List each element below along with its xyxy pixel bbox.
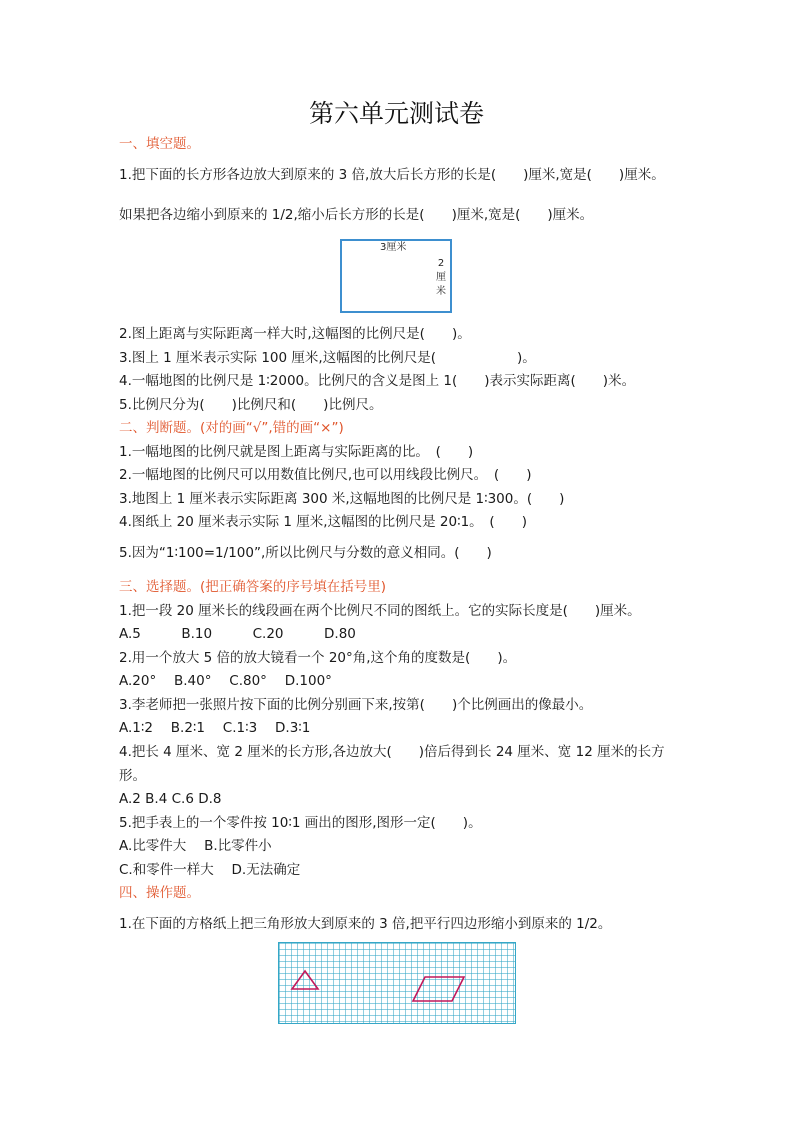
fill-question-2: 2.图上距离与实际距离一样大时,这幅图的比例尺是( )。 bbox=[119, 326, 471, 342]
grid-shapes bbox=[279, 943, 517, 1025]
choice-question-5: 5.把手表上的一个零件按 10∶1 画出的图形,图形一定( )。 bbox=[119, 815, 482, 831]
rectangle-figure bbox=[340, 239, 452, 313]
parallelogram-shape bbox=[413, 977, 464, 1001]
operate-question-1: 1.在下面的方格纸上把三角形放大到原来的 3 倍,把平行四边形缩小到原来的 1/2。 bbox=[119, 916, 612, 932]
choice-options-5b: C.和零件一样大 D.无法确定 bbox=[119, 862, 301, 878]
choice-question-4a: 4.把长 4 厘米、宽 2 厘米的长方形,各边放大( )倍后得到长 24 厘米、宽 12 厘米的长方 bbox=[119, 744, 665, 760]
choice-options-4: A.2 B.4 C.6 D.8 bbox=[119, 791, 222, 807]
judge-question-1: 1.一幅地图的比例尺就是图上距离与实际距离的比。 ( ) bbox=[119, 444, 474, 460]
fill-question-1a: 1.把下面的长方形各边放大到原来的 3 倍,放大后长方形的长是( )厘米,宽是( )厘米。 bbox=[119, 167, 665, 183]
grid-paper bbox=[278, 942, 516, 1024]
rect-width-label: 2 厘 米 bbox=[436, 258, 446, 297]
choice-question-4b: 形。 bbox=[119, 768, 146, 784]
rect-length-label: 3厘米 bbox=[380, 242, 407, 253]
choice-options-2: A.20° B.40° C.80° D.100° bbox=[119, 673, 332, 689]
fill-question-4: 4.一幅地图的比例尺是 1∶2000。比例尺的含义是图上 1( )表示实际距离( )米。 bbox=[119, 373, 636, 389]
choice-options-1: A.5 B.10 C.20 D.80 bbox=[119, 626, 356, 642]
choice-question-1: 1.把一段 20 厘米长的线段画在两个比例尺不同的图纸上。它的实际长度是( )厘米。 bbox=[119, 603, 641, 619]
judge-question-2: 2.一幅地图的比例尺可以用数值比例尺,也可以用线段比例尺。 ( ) bbox=[119, 467, 532, 483]
page-title: 第六单元测试卷 bbox=[308, 99, 484, 128]
judge-question-3: 3.地图上 1 厘米表示实际距离 300 米,这幅地图的比例尺是 1∶300。( ) bbox=[119, 491, 565, 507]
judge-question-4: 4.图纸上 20 厘米表示实际 1 厘米,这幅图的比例尺是 20∶1。 ( ) bbox=[119, 514, 527, 530]
choice-options-3: A.1∶2 B.2∶1 C.1∶3 D.3∶1 bbox=[119, 720, 311, 736]
section-fill-in: 一、填空题。 bbox=[119, 136, 200, 152]
section-choice: 三、选择题。(把正确答案的序号填在括号里) bbox=[119, 579, 387, 595]
fill-question-5: 5.比例尺分为( )比例尺和( )比例尺。 bbox=[119, 397, 383, 413]
judge-question-5: 5.因为“1∶100=1/100”,所以比例尺与分数的意义相同。( ) bbox=[119, 545, 492, 561]
section-judge: 二、判断题。(对的画“√”,错的画“×”) bbox=[119, 420, 344, 436]
choice-question-3: 3.李老师把一张照片按下面的比例分别画下来,按第( )个比例画出的像最小。 bbox=[119, 697, 593, 713]
choice-options-5a: A.比零件大 B.比零件小 bbox=[119, 838, 272, 854]
choice-question-2: 2.用一个放大 5 倍的放大镜看一个 20°角,这个角的度数是( )。 bbox=[119, 650, 517, 666]
triangle-shape bbox=[292, 971, 318, 989]
fill-question-1b: 如果把各边缩小到原来的 1/2,缩小后长方形的长是( )厘米,宽是( )厘米。 bbox=[119, 207, 594, 223]
section-operate: 四、操作题。 bbox=[119, 885, 200, 901]
fill-question-3: 3.图上 1 厘米表示实际 100 厘米,这幅图的比例尺是( )。 bbox=[119, 350, 536, 366]
